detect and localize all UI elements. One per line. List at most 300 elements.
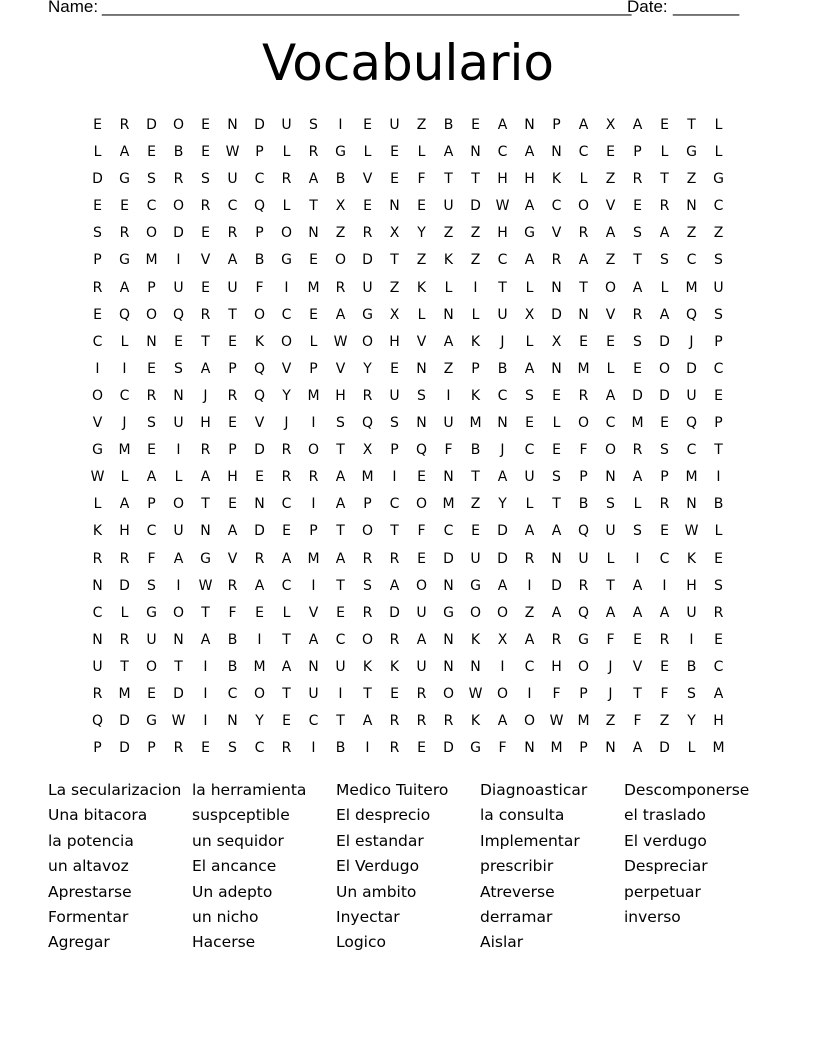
- grid-letter: E: [633, 198, 642, 215]
- grid-letter: E: [228, 415, 237, 432]
- grid-letter: R: [389, 631, 400, 648]
- grid-letter: E: [660, 415, 669, 432]
- grid-letter: Q: [253, 198, 266, 215]
- grid-row: [84, 112, 732, 139]
- grid-letter: X: [389, 306, 400, 323]
- grid-letter: E: [228, 333, 237, 350]
- grid-letter: H: [551, 658, 562, 675]
- grid-letter: E: [390, 144, 399, 161]
- grid-letter: O: [280, 333, 293, 350]
- grid-letter: A: [497, 713, 508, 730]
- grid-row: [84, 383, 732, 410]
- grid-letter: R: [227, 387, 238, 404]
- grid-letter: E: [525, 415, 534, 432]
- grid-letter: G: [443, 604, 454, 621]
- grid-letter: T: [282, 631, 291, 648]
- grid-letter: R: [227, 225, 238, 242]
- grid-letter: D: [389, 604, 400, 621]
- grid-letter: U: [173, 415, 184, 432]
- grid-letter: L: [93, 496, 102, 513]
- grid-letter: Q: [253, 360, 266, 377]
- grid-letter: P: [714, 415, 723, 432]
- grid-letter: S: [147, 577, 156, 594]
- grid-letter: A: [119, 144, 130, 161]
- grid-letter: B: [713, 496, 724, 513]
- grid-letter: E: [255, 604, 264, 621]
- grid-letter: T: [201, 333, 210, 350]
- grid-letter: H: [227, 469, 238, 486]
- grid-letter: T: [390, 523, 399, 540]
- grid-letter: P: [579, 469, 588, 486]
- grid-letter: C: [92, 604, 103, 621]
- grid-letter: G: [578, 631, 589, 648]
- grid-letter: A: [443, 333, 454, 350]
- grid-letter: A: [227, 252, 238, 269]
- grid-letter: G: [335, 144, 346, 161]
- grid-letter: Z: [470, 225, 481, 242]
- grid-letter: U: [308, 685, 319, 702]
- grid-letter: S: [660, 442, 669, 459]
- grid-letter: E: [714, 631, 723, 648]
- word-list-item: Atreverse: [480, 882, 555, 901]
- grid-letter: D: [119, 713, 130, 730]
- grid-letter: I: [203, 685, 208, 702]
- grid-letter: I: [203, 713, 208, 730]
- grid-letter: L: [417, 306, 426, 323]
- grid-letter: L: [309, 333, 318, 350]
- grid-letter: D: [443, 740, 454, 757]
- grid-letter: R: [578, 387, 589, 404]
- date-blank-line: _______: [673, 0, 740, 16]
- grid-letter: V: [227, 550, 238, 567]
- grid-letter: L: [120, 469, 129, 486]
- grid-letter: R: [335, 279, 346, 296]
- grid-letter: A: [713, 685, 724, 702]
- grid-letter: Y: [282, 387, 291, 404]
- grid-row: [84, 139, 732, 166]
- grid-letter: L: [120, 604, 129, 621]
- word-list-item: Despreciar: [624, 857, 708, 876]
- grid-letter: O: [145, 658, 158, 675]
- word-list-item: Agregar: [48, 933, 110, 952]
- grid-letter: B: [227, 631, 238, 648]
- grid-letter: G: [524, 225, 535, 242]
- grid-letter: R: [254, 550, 265, 567]
- grid-letter: Z: [659, 713, 670, 730]
- grid-letter: M: [145, 252, 158, 269]
- grid-letter: Q: [253, 387, 266, 404]
- grid-letter: C: [497, 144, 508, 161]
- grid-letter: L: [552, 415, 561, 432]
- grid-letter: O: [469, 604, 482, 621]
- grid-letter: S: [147, 415, 156, 432]
- grid-letter: P: [633, 144, 642, 161]
- grid-letter: B: [497, 360, 508, 377]
- word-list-item: perpetuar: [624, 882, 701, 901]
- grid-letter: R: [578, 225, 589, 242]
- grid-letter: A: [578, 252, 589, 269]
- word-list-item: La secularizacion: [48, 781, 182, 799]
- date-label: Date:: [627, 0, 668, 16]
- header: [48, 0, 748, 19]
- grid-letter: H: [200, 415, 211, 432]
- grid-letter: N: [578, 306, 589, 323]
- grid-letter: R: [92, 279, 103, 296]
- grid-letter: E: [660, 523, 669, 540]
- grid-letter: R: [551, 252, 562, 269]
- grid-letter: K: [470, 631, 481, 648]
- grid-letter: L: [714, 523, 723, 540]
- grid-letter: A: [416, 631, 427, 648]
- grid-letter: O: [145, 225, 158, 242]
- grid-letter: A: [308, 631, 319, 648]
- grid-row: [84, 573, 732, 600]
- grid-letter: J: [284, 415, 289, 432]
- grid-row: [84, 546, 732, 573]
- grid-letter: R: [632, 306, 643, 323]
- name-blank-line: ________________________________________________________: [102, 0, 632, 16]
- word-list-item: Implementar: [480, 831, 580, 850]
- grid-letter: C: [605, 415, 616, 432]
- grid-letter: R: [146, 387, 157, 404]
- grid-letter: G: [119, 252, 130, 269]
- grid-letter: O: [361, 523, 374, 540]
- grid-letter: S: [633, 333, 642, 350]
- grid-letter: V: [362, 171, 373, 188]
- grid-letter: U: [443, 198, 454, 215]
- grid-letter: P: [660, 469, 669, 486]
- grid-row: [84, 193, 732, 220]
- grid-letter: L: [363, 144, 372, 161]
- grid-letter: I: [473, 279, 478, 296]
- grid-letter: S: [606, 496, 615, 513]
- grid-letter: T: [687, 117, 696, 133]
- grid-letter: R: [308, 469, 319, 486]
- grid-letter: N: [389, 198, 400, 215]
- grid-letter: R: [281, 469, 292, 486]
- grid-letter: E: [309, 252, 318, 269]
- grid-letter: F: [660, 685, 669, 702]
- grid-letter: M: [442, 496, 455, 513]
- grid-letter: G: [281, 252, 292, 269]
- grid-letter: O: [334, 252, 347, 269]
- grid-letter: Q: [361, 415, 374, 432]
- grid-letter: I: [311, 496, 316, 513]
- grid-letter: S: [93, 225, 102, 242]
- grid-letter: M: [307, 279, 320, 296]
- grid-letter: C: [254, 740, 265, 757]
- grid-letter: T: [552, 496, 561, 513]
- grid-letter: M: [685, 279, 698, 296]
- grid-letter: L: [714, 117, 723, 133]
- grid-letter: O: [253, 306, 266, 323]
- grid-letter: A: [200, 631, 211, 648]
- grid-letter: R: [362, 550, 373, 567]
- grid-letter: D: [173, 685, 184, 702]
- grid-letter: E: [147, 360, 156, 377]
- grid-letter: D: [497, 523, 508, 540]
- grid-letter: W: [468, 685, 483, 702]
- grid-letter: A: [497, 117, 508, 133]
- grid-letter: A: [524, 144, 535, 161]
- grid-row: [84, 681, 732, 708]
- grid-letter: L: [120, 333, 129, 350]
- grid-letter: K: [254, 333, 265, 350]
- grid-letter: C: [254, 171, 265, 188]
- grid-letter: T: [606, 577, 615, 594]
- grid-letter: N: [254, 496, 265, 513]
- grid-letter: A: [551, 604, 562, 621]
- grid-letter: T: [174, 658, 183, 675]
- grid-letter: T: [336, 442, 345, 459]
- grid-letter: P: [255, 225, 264, 242]
- grid-letter: I: [338, 685, 343, 702]
- grid-letter: E: [552, 442, 561, 459]
- grid-letter: S: [363, 577, 372, 594]
- grid-letter: E: [633, 360, 642, 377]
- grid-letter: I: [257, 631, 262, 648]
- grid-row: [84, 247, 732, 274]
- grid-letter: R: [92, 550, 103, 567]
- grid-letter: C: [281, 306, 292, 323]
- grid-letter: R: [632, 442, 643, 459]
- grid-letter: N: [227, 117, 238, 133]
- grid-letter: E: [660, 117, 669, 133]
- grid-letter: G: [119, 171, 130, 188]
- grid-letter: U: [470, 550, 481, 567]
- grid-letter: X: [605, 117, 616, 133]
- grid-letter: F: [444, 442, 453, 459]
- grid-letter: V: [308, 604, 319, 621]
- grid-letter: C: [308, 713, 319, 730]
- grid-letter: D: [362, 252, 373, 269]
- grid-letter: E: [390, 685, 399, 702]
- grid-letter: S: [201, 171, 210, 188]
- grid-letter: Z: [416, 117, 427, 133]
- grid-letter: K: [389, 658, 400, 675]
- grid-letter: R: [281, 740, 292, 757]
- grid-letter: D: [497, 550, 508, 567]
- grid-letter: J: [122, 415, 127, 432]
- grid-letter: C: [227, 198, 238, 215]
- grid-letter: W: [549, 713, 564, 730]
- grid-letter: N: [551, 360, 562, 377]
- grid-letter: T: [120, 658, 129, 675]
- grid-letter: C: [335, 631, 346, 648]
- grid-letter: Z: [686, 171, 697, 188]
- grid-letter: A: [524, 523, 535, 540]
- grid-letter: E: [552, 387, 561, 404]
- grid-letter: Z: [605, 171, 616, 188]
- grid-letter: A: [605, 225, 616, 242]
- grid-letter: E: [714, 387, 723, 404]
- grid-letter: R: [362, 387, 373, 404]
- grid-letter: C: [227, 685, 238, 702]
- grid-letter: D: [173, 225, 184, 242]
- grid-letter: B: [335, 740, 346, 757]
- grid-letter: E: [147, 442, 156, 459]
- grid-letter: D: [686, 360, 697, 377]
- grid-letter: O: [280, 225, 293, 242]
- grid-letter: F: [498, 740, 507, 757]
- grid-letter: P: [471, 360, 480, 377]
- grid-row: [84, 627, 732, 654]
- grid-letter: R: [416, 713, 427, 730]
- grid-letter: E: [228, 496, 237, 513]
- grid-letter: G: [362, 306, 373, 323]
- grid-letter: E: [471, 523, 480, 540]
- grid-letter: I: [122, 360, 127, 377]
- grid-letter: N: [308, 658, 319, 675]
- grid-letter: M: [307, 550, 320, 567]
- grid-letter: R: [200, 198, 211, 215]
- grid-letter: O: [577, 198, 590, 215]
- grid-letter: L: [444, 279, 453, 296]
- grid-letter: Q: [91, 713, 104, 730]
- grid-letter: J: [608, 658, 613, 675]
- grid-letter: R: [281, 171, 292, 188]
- grid-letter: Z: [443, 360, 454, 377]
- grid-letter: K: [443, 252, 454, 269]
- grid-letter: S: [417, 387, 426, 404]
- grid-letter: T: [309, 198, 318, 215]
- grid-letter: P: [579, 740, 588, 757]
- grid-letter: G: [686, 144, 697, 161]
- grid-letter: O: [361, 333, 374, 350]
- grid-letter: A: [281, 550, 292, 567]
- grid-letter: L: [471, 306, 480, 323]
- grid-row: [84, 275, 732, 302]
- grid-letter: S: [390, 415, 399, 432]
- grid-letter: E: [633, 631, 642, 648]
- grid-letter: W: [333, 333, 348, 350]
- grid-letter: S: [660, 252, 669, 269]
- grid-letter: P: [714, 333, 723, 350]
- grid-letter: T: [471, 171, 480, 188]
- grid-letter: F: [228, 604, 237, 621]
- grid-letter: G: [92, 442, 103, 459]
- word-list-item: inverso: [624, 907, 681, 926]
- grid-letter: D: [551, 306, 562, 323]
- grid-letter: T: [660, 171, 669, 188]
- grid-letter: E: [282, 523, 291, 540]
- grid-letter: A: [443, 144, 454, 161]
- grid-letter: F: [579, 442, 588, 459]
- grid-letter: N: [443, 306, 454, 323]
- grid-letter: I: [311, 740, 316, 757]
- grid-letter: N: [416, 360, 427, 377]
- grid-letter: B: [254, 252, 265, 269]
- grid-letter: E: [363, 117, 372, 133]
- word-list-item: prescribir: [480, 857, 554, 876]
- grid-letter: O: [442, 685, 455, 702]
- grid-letter: G: [470, 740, 481, 757]
- grid-letter: O: [496, 685, 509, 702]
- word-list-item: la consulta: [480, 806, 565, 825]
- grid-letter: T: [579, 279, 588, 296]
- grid-letter: V: [254, 415, 265, 432]
- grid-letter: U: [605, 523, 616, 540]
- grid-letter: L: [633, 496, 642, 513]
- grid-letter: N: [227, 713, 238, 730]
- grid-letter: T: [282, 685, 291, 702]
- grid-letter: D: [470, 198, 481, 215]
- grid-letter: Q: [118, 306, 131, 323]
- grid-letter: M: [361, 469, 374, 486]
- name-label: Name:: [48, 0, 99, 16]
- grid-letter: M: [307, 387, 320, 404]
- word-search-grid: [84, 112, 732, 762]
- grid-letter: D: [92, 171, 103, 188]
- grid-letter: C: [119, 387, 130, 404]
- grid-letter: R: [119, 550, 130, 567]
- grid-letter: M: [712, 740, 725, 757]
- grid-letter: R: [173, 171, 184, 188]
- grid-letter: N: [173, 631, 184, 648]
- grid-letter: R: [389, 550, 400, 567]
- grid-letter: R: [632, 171, 643, 188]
- grid-letter: N: [92, 577, 103, 594]
- grid-letter: B: [578, 496, 589, 513]
- grid-letter: I: [662, 577, 667, 594]
- grid-letter: K: [362, 658, 373, 675]
- grid-letter: C: [389, 496, 400, 513]
- grid-letter: C: [713, 658, 724, 675]
- grid-letter: C: [659, 550, 670, 567]
- grid-letter: I: [176, 442, 181, 459]
- grid-letter: K: [416, 279, 427, 296]
- grid-letter: U: [686, 604, 697, 621]
- grid-letter: I: [284, 279, 289, 296]
- grid-letter: W: [90, 469, 105, 486]
- grid-letter: H: [497, 171, 508, 188]
- grid-letter: I: [311, 577, 316, 594]
- word-list-item: Descomponerse: [624, 781, 750, 799]
- grid-letter: A: [254, 577, 265, 594]
- grid-letter: Q: [577, 523, 590, 540]
- grid-letter: V: [200, 252, 211, 269]
- grid-letter: M: [577, 713, 590, 730]
- grid-letter: T: [228, 306, 237, 323]
- grid-letter: S: [336, 415, 345, 432]
- grid-letter: O: [253, 685, 266, 702]
- grid-letter: R: [227, 577, 238, 594]
- grid-letter: O: [172, 496, 185, 513]
- grid-letter: U: [146, 631, 157, 648]
- word-list-item: la herramienta: [192, 781, 307, 799]
- grid-letter: W: [225, 144, 240, 161]
- grid-letter: D: [146, 117, 157, 133]
- grid-letter: S: [228, 740, 237, 757]
- grid-letter: R: [659, 198, 670, 215]
- grid-letter: O: [172, 604, 185, 621]
- grid-letter: N: [524, 740, 535, 757]
- grid-row: [84, 518, 732, 545]
- word-list-item: Formentar: [48, 907, 129, 926]
- grid-letter: Z: [605, 252, 616, 269]
- word-list-item: Diagnoasticar: [480, 781, 588, 799]
- grid-letter: X: [389, 225, 400, 242]
- grid-letter: Z: [335, 225, 346, 242]
- grid-letter: A: [578, 117, 589, 133]
- grid-letter: A: [281, 658, 292, 675]
- grid-letter: E: [93, 306, 102, 323]
- grid-letter: D: [254, 117, 265, 133]
- word-list-item: Una bitacora: [48, 806, 148, 825]
- grid-letter: L: [93, 144, 102, 161]
- grid-letter: R: [524, 550, 535, 567]
- grid-letter: N: [416, 415, 427, 432]
